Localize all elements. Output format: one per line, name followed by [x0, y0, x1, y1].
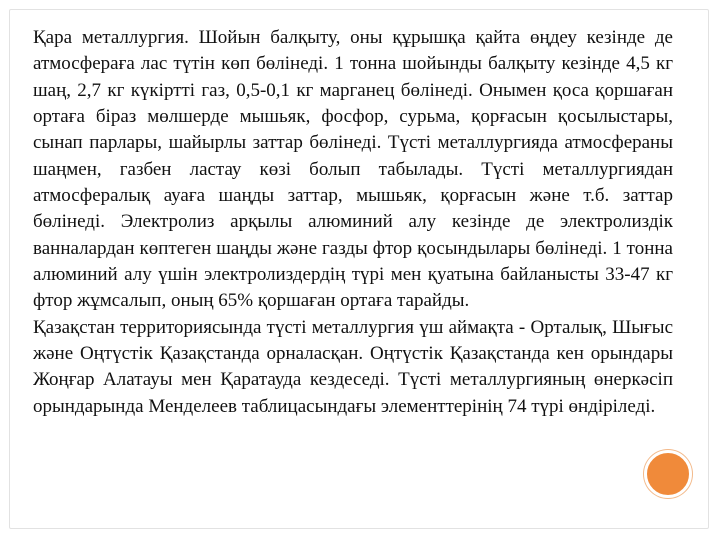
paragraph-metallurgy: Қара металлургия. Шойын балқыту, оны құрышқа қайта өңдеу кезінде де атмосфераға лас түтін көп бөлінеді. 1 тонна шойынды балқыту кезінде 4,5 кг шаң, 2,7 кг күкіртті газ, 0,5-0,1 кг марганец бөлінеді. Онымен қоса қоршаған ортаға біраз мөлшерде мышьяк, фосфор, сурьма, қорғасын қосылыстары, сынап парлары, шайырлы заттар бөлінеді. Түсті металлургияда атмосфераны шаңмен, газбен ластау көзі болып табылады. Түсті металлургиядан атмосфералық ауаға шаңды заттар, мышьяк, қорғасын және т.б. заттар бөлінеді. Электролиз арқылы алюминий алу кезінде де электролиздік ванналардан көптеген шаңды және газды фтор қосындылары бөлінеді. 1 тонна алюминий алу үшін электролиздердің түрі мен қуатына байланысты 33-47 кг фтор жұмсалып, оның 65% қоршаған ортаға тарайды. [33, 27, 673, 312]
paragraph-kazakhstan: Қазақстан территориясында түсті металлургия үш аймақта - Орталық, Шығыс және Оңтүстік Қазақстанда орналасқан. Оңтүстік Қазақстанда кен орындары Жоңғар Алатауы мен Қаратауда кездеседі. Түсті металлургияның өнеркәсіп орындарында Менделеев таблицасындағы элементтерінің 74 түрі өндіріледі. [33, 316, 673, 417]
slide-body [33, 25, 673, 420]
accent-circle-icon [644, 450, 692, 498]
